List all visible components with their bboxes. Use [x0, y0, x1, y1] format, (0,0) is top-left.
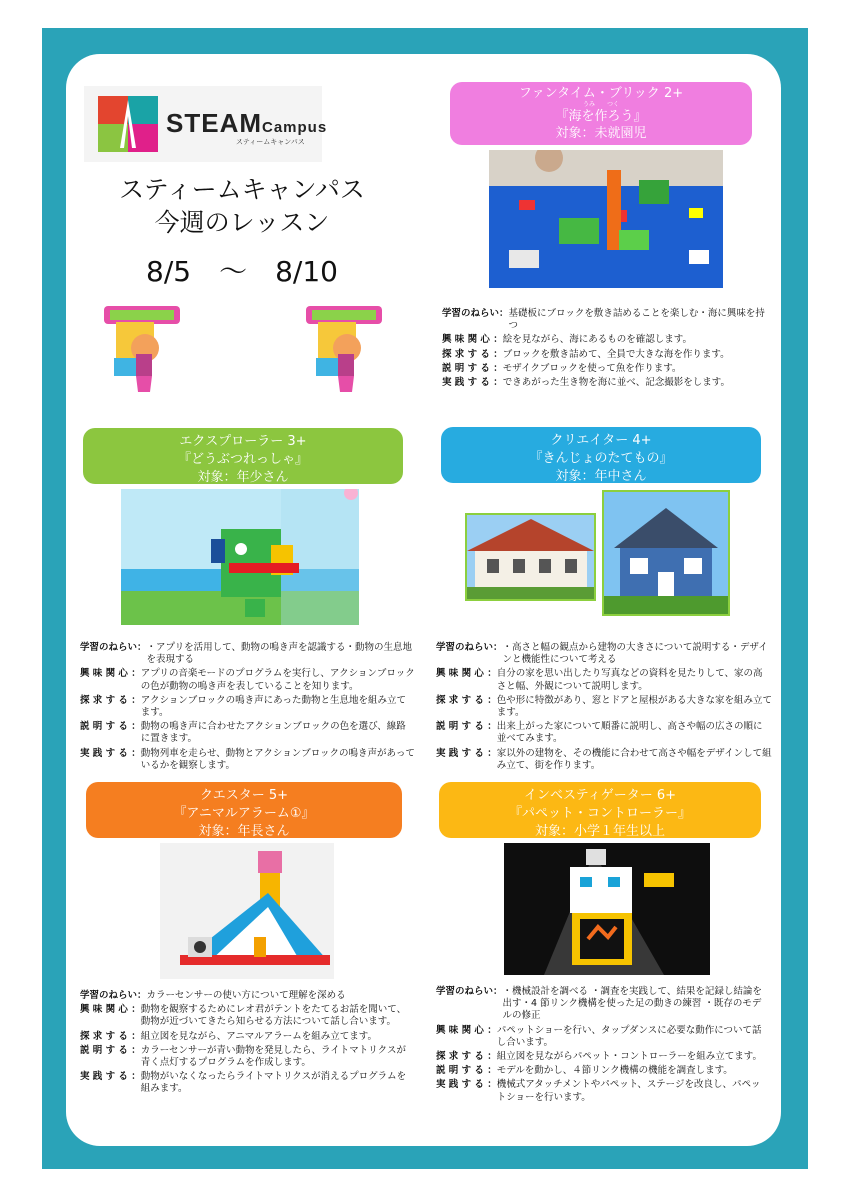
- note-text: できあがった生き物を海に並べ、記念撮影をします。: [502, 377, 730, 389]
- note-text: 動物の鳴き声に合わせたアクションブロックの色を選び、線路に置きます。: [140, 721, 406, 745]
- quester-target: 対象：年長さん: [198, 824, 290, 839]
- explorer-title: 『どうぶつれっしゃ』: [177, 452, 308, 467]
- note-text: 自分の家を思い出したり写真などの資料を見たりして、家の高さと幅、外観について説明します。: [496, 668, 763, 692]
- note-text: 家以外の建物を、その機能に合わせて高さや幅をデザインして組み立て、街を作ります。: [496, 747, 772, 771]
- page-title: [92, 173, 392, 239]
- explorer-banner: [83, 428, 403, 484]
- funtime-banner: [450, 82, 752, 145]
- note-label: 探 求 す る ：: [436, 694, 497, 706]
- note-row: [442, 349, 767, 361]
- note-text: 出来上がった家について順番に説明し、高さや幅の広さの順に並べてみます。: [496, 721, 763, 745]
- note-text: ブロックを敷き詰めて、全員で大きな海を作ります。: [502, 348, 730, 360]
- funtime-ruby: うみ つく: [582, 101, 619, 108]
- investigator-notes: [436, 986, 769, 1106]
- note-label: 学習のねらい：: [436, 986, 503, 997]
- note-label: 説 明 す る ：: [80, 1044, 141, 1056]
- note-label: 説 明 す る ：: [80, 721, 141, 733]
- note-row: [80, 1071, 415, 1095]
- note-label: 実 践 す る ：: [80, 747, 141, 759]
- note-row: [80, 748, 415, 772]
- note-row: [436, 1065, 769, 1077]
- note-row: [436, 748, 772, 772]
- note-label: 説 明 す る ：: [436, 721, 497, 733]
- note-text: 動物列車を走らせ、動物とアクションブロックの鳴き声があっているかを観察します。: [140, 747, 415, 771]
- funtime-photo: [489, 150, 723, 288]
- note-row: [442, 363, 767, 375]
- note-row: [442, 334, 767, 346]
- logo-kana: スティームキャンパス: [236, 138, 305, 146]
- quester-notes: [80, 990, 415, 1098]
- note-text: カラーセンサーが青い動物を発見したら、ライトマトリクスが青く点灯するプログラムを作成します。: [140, 1044, 406, 1069]
- note-text: ・機械設計を調べる ・調査を実践して、結果を記録し結論を出す・4 節リンク機構を使った足の動きの練習 ・既存のモデルの修正: [502, 986, 762, 1022]
- note-text: 絵を見ながら、海にあるものを確認します。: [502, 334, 692, 346]
- note-row: [436, 1051, 769, 1063]
- quester-banner: [86, 782, 402, 838]
- note-label: 探 求 す る ：: [442, 348, 503, 360]
- logo-main-text: STEAM: [166, 108, 262, 138]
- note-label: 探 求 す る ：: [436, 1051, 497, 1063]
- lego-figure-icon: [100, 302, 184, 394]
- note-label: 実 践 す る ：: [436, 747, 497, 759]
- explorer-notes: [80, 642, 415, 774]
- note-text: アクションブロックの鳴き声にあった動物と生息地を組み立てます。: [140, 694, 406, 719]
- quester-title: 『アニマルアラーム①』: [173, 806, 315, 821]
- note-label: 学習のねらい：: [442, 308, 509, 319]
- creator-photo-1: [465, 513, 596, 601]
- funtime-notes: [442, 308, 767, 391]
- note-row: [80, 642, 415, 666]
- investigator-banner: [439, 782, 761, 838]
- funtime-course: ファンタイム・ブリック 2+: [518, 86, 684, 101]
- note-label: 実 践 す る ：: [436, 1079, 497, 1091]
- note-label: 興 味 関 心 ：: [436, 668, 497, 680]
- title-line-2: 今週のレッスン: [154, 208, 330, 237]
- note-text: モザイクブロックを使って魚を作ります。: [502, 362, 682, 374]
- note-row: [442, 308, 767, 332]
- note-text: アプリの音楽モードのプログラムを実行し、アクションブロックの色が動物の鳴き声を表していることを知ります。: [140, 668, 415, 692]
- note-label: 実 践 す る ：: [80, 1071, 141, 1083]
- note-label: 説 明 す る ：: [436, 1065, 497, 1077]
- explorer-course: エクスプローラー 3+: [179, 434, 307, 449]
- creator-target: 対象：年中さん: [555, 469, 647, 484]
- note-label: 学習のねらい：: [436, 642, 503, 653]
- investigator-course: インベスティゲーター 6+: [524, 788, 676, 803]
- note-row: [436, 1079, 769, 1103]
- note-text: カラーセンサーの使い方について理解を深める: [146, 990, 346, 1001]
- logo-sub-text: Campus: [262, 119, 328, 136]
- note-text: 組立図を見ながらパペット・コントローラーを組み立てます。: [496, 1051, 762, 1063]
- note-label: 学習のねらい：: [80, 990, 147, 1001]
- note-text: 色や形に特徴があり、窓とドアと屋根がある大きな家を組み立てます。: [496, 694, 772, 719]
- note-text: 動物がいなくなったらライトマトリクスが消えるプログラムを組みます。: [140, 1071, 407, 1095]
- investigator-title: 『パペット・コントローラー』: [508, 806, 691, 821]
- creator-photo-2: [602, 490, 730, 616]
- creator-notes: [436, 642, 772, 774]
- note-row: [80, 721, 415, 745]
- funtime-title: 『海を作ろう』: [555, 109, 647, 124]
- note-row: [80, 695, 415, 719]
- note-text: 基礎板にブロックを敷き詰めることを楽しむ・海に興味を持つ: [508, 308, 765, 332]
- explorer-target: 対象：年少さん: [197, 470, 289, 485]
- note-text: モデルを動かし、４節リンク機構の機能を調査します。: [496, 1065, 733, 1077]
- note-label: 学習のねらい：: [80, 642, 147, 653]
- date-range: 8/5 ～ 8/10: [146, 255, 338, 288]
- note-label: 説 明 す る ：: [442, 362, 503, 374]
- lego-figure-icon: [302, 302, 386, 394]
- creator-title: 『きんじょのたてもの』: [529, 451, 673, 466]
- note-label: 興 味 関 心 ：: [80, 668, 141, 680]
- note-row: [442, 377, 767, 389]
- title-line-1: スティームキャンパス: [119, 175, 365, 204]
- note-row: [436, 1025, 769, 1049]
- steam-logo: [84, 86, 328, 162]
- note-text: ・アプリを活用して、動物の鳴き声を認識する・動物の生息地を表現する: [146, 642, 412, 666]
- note-row: [436, 642, 772, 666]
- note-label: 興 味 関 心 ：: [436, 1024, 497, 1036]
- logo-mark-icon: [98, 96, 158, 152]
- explorer-photo: [121, 489, 359, 625]
- note-row: [80, 1004, 415, 1028]
- note-row: [436, 695, 772, 719]
- note-text: パペットショーを行い、タップダンスに必要な動作について話し合います。: [496, 1024, 762, 1048]
- note-row: [436, 721, 772, 745]
- note-text: ・高さと幅の観点から建物の大きさについて説明する・デザインと機能性について考える: [502, 642, 768, 666]
- note-label: 興 味 関 心 ：: [80, 1004, 141, 1016]
- quester-photo: [160, 843, 334, 979]
- funtime-target: 対象：未就園児: [555, 126, 647, 141]
- note-row: [80, 990, 415, 1002]
- note-label: 探 求 す る ：: [80, 694, 141, 706]
- note-row: [80, 1031, 415, 1043]
- note-text: 動物を観察するためにレオ君がテントをたてるお話を聞いて、動物が近づいてきたら知らせる方法について話し合います。: [140, 1004, 407, 1028]
- creator-course: クリエイター 4+: [550, 433, 652, 448]
- note-row: [436, 668, 772, 692]
- investigator-photo: [504, 843, 710, 975]
- creator-banner: [441, 427, 761, 483]
- note-row: [436, 986, 769, 1023]
- investigator-target: 対象：小学１年生以上: [534, 824, 665, 839]
- note-row: [80, 668, 415, 692]
- note-label: 探 求 す る ：: [80, 1030, 141, 1042]
- note-label: 興 味 関 心 ：: [442, 334, 503, 346]
- note-row: [80, 1045, 415, 1069]
- note-label: 実 践 す る ：: [442, 377, 503, 389]
- note-text: 機械式アタッチメントやパペット、ステージを改良し、パペットショーを行います。: [496, 1079, 761, 1103]
- quester-course: クエスター 5+: [199, 788, 289, 803]
- note-text: 組立図を見ながら、アニマルアラームを組み立てます。: [140, 1030, 378, 1042]
